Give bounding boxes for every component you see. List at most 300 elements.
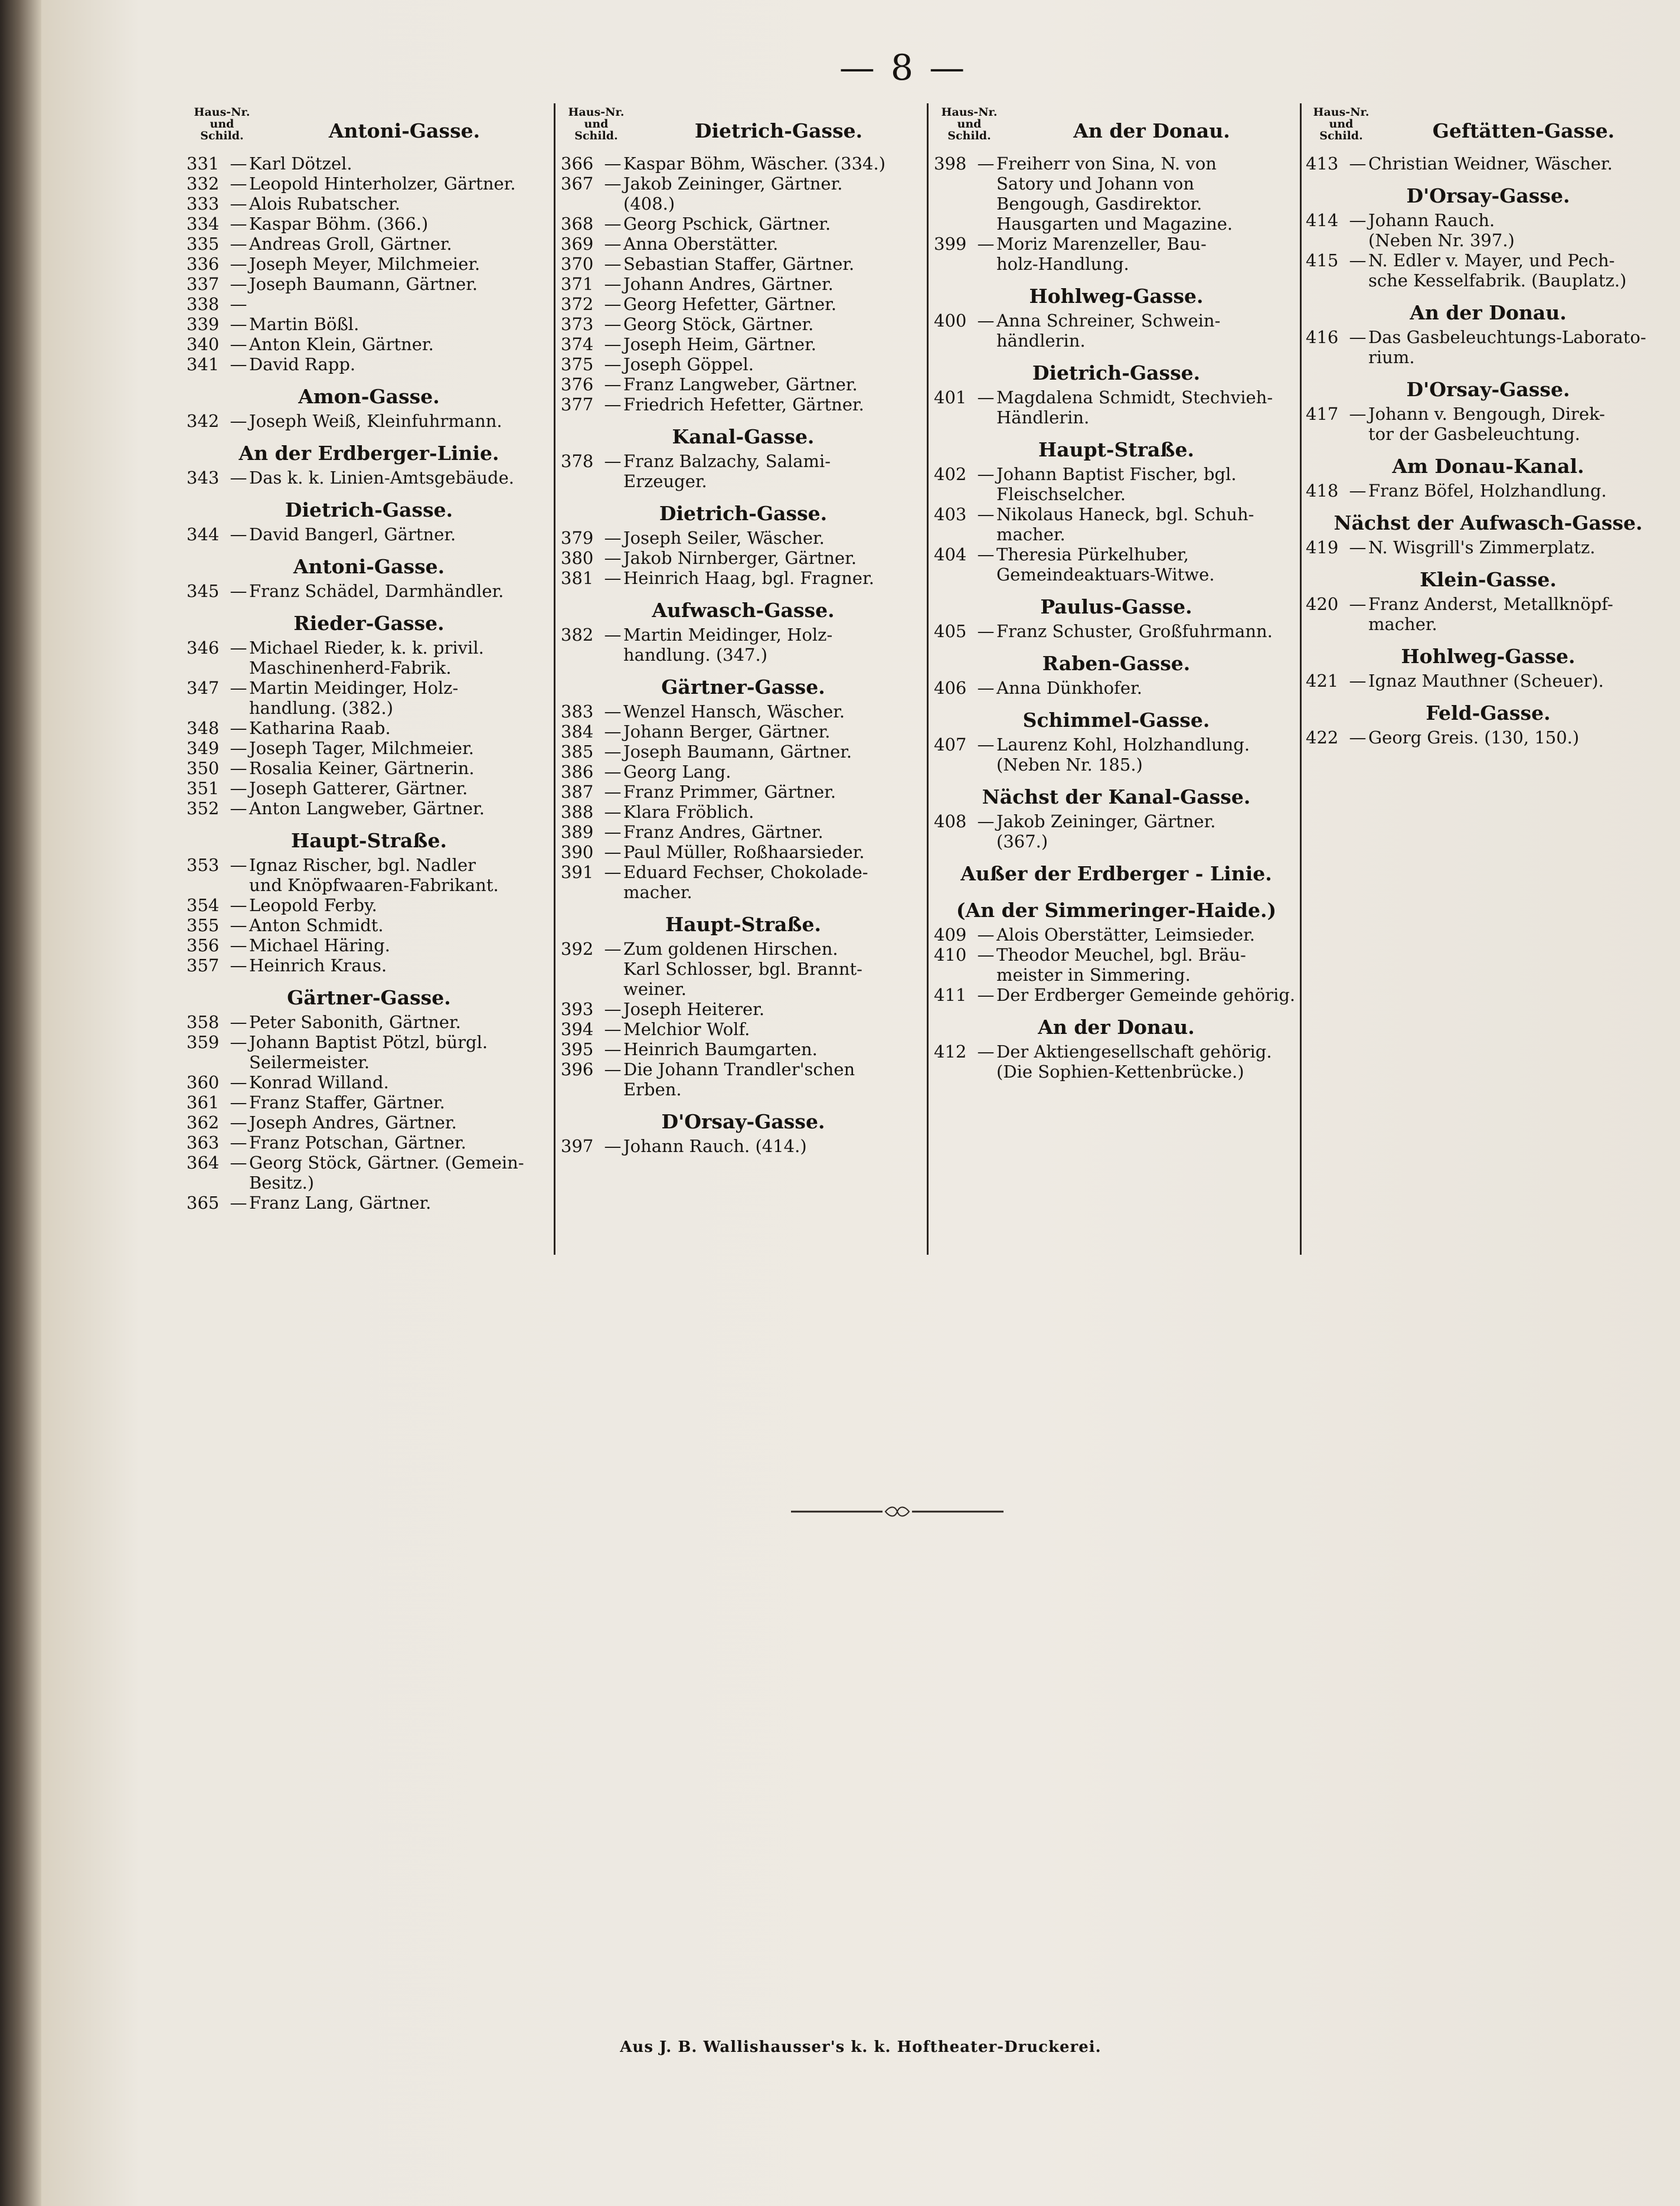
entry-list (934, 311, 1299, 351)
resident-entry: Zum goldenen Hirschen. (623, 939, 838, 959)
list-item (561, 1039, 926, 1059)
list-item (187, 254, 551, 274)
resident-entry: Nikolaus Haneck, bgl. Schuh- (996, 504, 1254, 524)
house-number: 342 (187, 411, 220, 431)
list-item (561, 959, 926, 979)
street-heading: Amon-Gasse. (298, 385, 440, 408)
list-item (934, 678, 1299, 698)
dash-separator: — (230, 935, 247, 955)
dash-separator: — (604, 1019, 622, 1039)
resident-entry: Anna Schreiner, Schwein- (996, 311, 1221, 331)
street-heading: D'Orsay-Gasse. (661, 1110, 825, 1133)
dash-separator: — (230, 1072, 247, 1092)
list-item (561, 294, 926, 314)
dash-separator: — (977, 544, 995, 564)
resident-entry: Anna Dünkhofer. (996, 678, 1142, 698)
resident-entry: Moriz Marenzeller, Bau- (996, 234, 1207, 254)
house-number: 412 (934, 1042, 967, 1062)
house-number: 377 (561, 394, 594, 415)
resident-entry: Die Johann Trandler'schen (623, 1059, 855, 1079)
list-item (934, 254, 1299, 274)
resident-entry: (408.) (623, 194, 675, 214)
entry-list (561, 625, 926, 665)
column-header (561, 106, 926, 154)
dash-separator: — (604, 314, 622, 334)
resident-entry: Der Erdberger Gemeinde gehörig. (996, 985, 1296, 1005)
list-item (561, 862, 926, 882)
list-item (561, 451, 926, 471)
resident-entry: Georg Stöck, Gärtner. (623, 314, 814, 334)
dash-separator: — (230, 524, 247, 544)
list-item (187, 1072, 551, 1092)
house-number-label: Haus-Nr. und Schild. (941, 106, 998, 142)
resident-entry: Freiherr von Sina, N. von (996, 154, 1217, 174)
resident-entry: macher. (1368, 614, 1437, 634)
entry-list (561, 154, 926, 415)
resident-entry: handlung. (347.) (623, 645, 768, 665)
dash-separator: — (230, 234, 247, 254)
entry-list (934, 621, 1299, 641)
house-number: 417 (1306, 404, 1339, 424)
street-heading: Hohlweg-Gasse. (1029, 285, 1204, 308)
resident-entry: Martin Meidinger, Holz- (249, 678, 459, 698)
house-number: 333 (187, 194, 220, 214)
house-number: 406 (934, 678, 967, 698)
resident-entry: Jakob Nirnberger, Gärtner. (623, 548, 857, 568)
street-heading: Hohlweg-Gasse. (1401, 645, 1576, 668)
street-heading: Dietrich-Gasse. (285, 498, 453, 521)
house-number: 388 (561, 802, 594, 822)
dash-separator: — (977, 504, 995, 524)
resident-entry: Franz Andres, Gärtner. (623, 822, 823, 842)
entry-list (561, 939, 926, 1099)
column-divider (554, 103, 555, 1255)
resident-entry: Joseph Andres, Gärtner. (249, 1112, 457, 1133)
house-number: 385 (561, 742, 594, 762)
resident-entry: (Neben Nr. 185.) (996, 755, 1143, 775)
resident-entry: Joseph Heim, Gärtner. (623, 334, 816, 354)
list-item (934, 985, 1299, 1005)
house-number: 337 (187, 274, 220, 294)
resident-entry: Franz Potschan, Gärtner. (249, 1133, 466, 1153)
dash-separator: — (230, 855, 247, 875)
dash-separator: — (604, 274, 622, 294)
house-number: 401 (934, 387, 967, 407)
house-number: 414 (1306, 210, 1339, 230)
house-number: 390 (561, 842, 594, 862)
list-item (561, 334, 926, 354)
house-number: 363 (187, 1133, 220, 1153)
list-item (561, 822, 926, 842)
dash-separator: — (977, 464, 995, 484)
list-item (187, 638, 551, 658)
list-item (187, 468, 551, 488)
dash-separator: — (604, 1059, 622, 1079)
dash-separator: — (230, 214, 247, 234)
house-number: 382 (561, 625, 594, 645)
resident-entry: Seilermeister. (249, 1052, 370, 1072)
list-item (561, 701, 926, 722)
list-item (561, 354, 926, 374)
list-item (187, 174, 551, 194)
dash-separator: — (604, 568, 622, 588)
resident-entry: Der Aktiengesellschaft gehörig. (996, 1042, 1272, 1062)
house-number: 413 (1306, 154, 1339, 174)
list-item (187, 718, 551, 738)
house-number: 416 (1306, 327, 1339, 347)
list-item (1306, 210, 1671, 230)
dash-separator: — (604, 354, 622, 374)
street-heading: Antoni-Gasse. (293, 555, 445, 578)
resident-entry: Georg Hefetter, Gärtner. (623, 294, 837, 314)
dash-separator: — (604, 294, 622, 314)
dash-separator: — (604, 1039, 622, 1059)
list-item (934, 831, 1299, 851)
column-1 (187, 106, 551, 1213)
house-number: 375 (561, 354, 594, 374)
dash-separator: — (230, 678, 247, 698)
list-item (187, 1092, 551, 1112)
entry-list (187, 524, 551, 544)
list-item (561, 528, 926, 548)
dash-separator: — (230, 1193, 247, 1213)
street-heading: Antoni-Gasse. (328, 119, 481, 142)
house-number: 359 (187, 1032, 220, 1052)
house-number-label: Haus-Nr. und Schild. (194, 106, 250, 142)
resident-entry: macher. (996, 524, 1065, 544)
dash-separator: — (604, 625, 622, 645)
house-number: 383 (561, 701, 594, 722)
list-item (187, 1193, 551, 1213)
resident-entry: Friedrich Hefetter, Gärtner. (623, 394, 864, 415)
resident-entry: Fleischselcher. (996, 484, 1126, 504)
resident-entry: Johann Rauch. (414.) (623, 1136, 807, 1156)
list-item (934, 331, 1299, 351)
resident-entry: Franz Lang, Gärtner. (249, 1193, 432, 1213)
resident-entry: Martin Meidinger, Holz- (623, 625, 833, 645)
resident-entry: Joseph Göppel. (623, 354, 754, 374)
dash-separator: — (230, 915, 247, 935)
dash-separator: — (230, 955, 247, 975)
list-item (187, 1032, 551, 1052)
house-number: 368 (561, 214, 594, 234)
house-number: 418 (1306, 481, 1339, 501)
dash-separator: — (604, 528, 622, 548)
house-number: 347 (187, 678, 220, 698)
resident-entry: Georg Greis. (130, 150.) (1368, 727, 1580, 748)
list-item (561, 762, 926, 782)
house-number: 353 (187, 855, 220, 875)
house-number: 341 (187, 354, 220, 374)
dash-separator: — (230, 411, 247, 431)
resident-entry: Rosalia Keiner, Gärtnerin. (249, 758, 475, 778)
street-heading: Haupt-Straße. (1038, 438, 1194, 461)
list-item (561, 568, 926, 588)
column-header (934, 106, 1299, 154)
list-item (934, 154, 1299, 174)
house-number: 386 (561, 762, 594, 782)
house-number: 371 (561, 274, 594, 294)
resident-entry: Heinrich Haag, bgl. Fragner. (623, 568, 874, 588)
list-item (934, 621, 1299, 641)
dash-separator: — (1349, 727, 1367, 748)
list-item (934, 484, 1299, 504)
list-item (934, 387, 1299, 407)
dash-separator: — (604, 1136, 622, 1156)
house-number: 331 (187, 154, 220, 174)
resident-entry: Franz Staffer, Gärtner. (249, 1092, 445, 1112)
house-number: 408 (934, 811, 967, 831)
dash-separator: — (604, 214, 622, 234)
dash-separator: — (230, 638, 247, 658)
dash-separator: — (230, 174, 247, 194)
list-item (561, 274, 926, 294)
house-number: 340 (187, 334, 220, 354)
list-item (561, 882, 926, 902)
resident-entry: Karl Dötzel. (249, 154, 352, 174)
list-item (934, 735, 1299, 755)
house-number: 411 (934, 985, 967, 1005)
list-item (1306, 270, 1671, 291)
dash-separator: — (604, 822, 622, 842)
entry-list (187, 411, 551, 431)
list-item (187, 214, 551, 234)
street-heading: Nächst der Aufwasch-Gasse. (1333, 511, 1643, 534)
resident-entry: Joseph Heiterer. (623, 999, 765, 1019)
column-2 (561, 106, 926, 1156)
street-heading: An der Donau. (1410, 301, 1567, 324)
resident-entry: Händlerin. (996, 407, 1090, 428)
resident-entry: Johann Rauch. (1368, 210, 1495, 230)
list-item (187, 1012, 551, 1032)
list-item (1306, 727, 1671, 748)
list-item (187, 411, 551, 431)
list-item (561, 254, 926, 274)
street-heading: Geftätten-Gasse. (1432, 119, 1615, 142)
street-heading: Gärtner-Gasse. (661, 675, 825, 699)
street-heading: Gärtner-Gasse. (287, 986, 451, 1009)
entry-list (561, 701, 926, 902)
resident-entry: Magdalena Schmidt, Stechvieh- (996, 387, 1273, 407)
entry-list (1306, 671, 1671, 691)
list-item (934, 945, 1299, 965)
list-item (561, 174, 926, 194)
resident-entry: Johann Andres, Gärtner. (623, 274, 834, 294)
dash-separator: — (604, 782, 622, 802)
house-number-label: Haus-Nr. und Schild. (568, 106, 625, 142)
list-item (1306, 154, 1671, 174)
house-number: 389 (561, 822, 594, 842)
house-number: 378 (561, 451, 594, 471)
house-number: 345 (187, 581, 220, 601)
house-number: 395 (561, 1039, 594, 1059)
house-number: 360 (187, 1072, 220, 1092)
house-number: 343 (187, 468, 220, 488)
house-number: 332 (187, 174, 220, 194)
dash-separator: — (604, 999, 622, 1019)
dash-separator: — (1349, 404, 1367, 424)
resident-entry: Joseph Weiß, Kleinfuhrmann. (249, 411, 502, 431)
resident-entry: Erzeuger. (623, 471, 707, 491)
house-number: 421 (1306, 671, 1339, 691)
resident-entry: (367.) (996, 831, 1048, 851)
resident-entry: Peter Sabonith, Gärtner. (249, 1012, 461, 1032)
dash-separator: — (230, 274, 247, 294)
dash-separator: — (230, 1012, 247, 1032)
dash-separator: — (1349, 327, 1367, 347)
house-number: 350 (187, 758, 220, 778)
entry-list (1306, 594, 1671, 634)
column-4 (1306, 106, 1671, 748)
dash-separator: — (604, 374, 622, 394)
dash-separator: — (230, 895, 247, 915)
house-number: 369 (561, 234, 594, 254)
house-number: 387 (561, 782, 594, 802)
list-item (561, 1079, 926, 1099)
house-number: 415 (1306, 250, 1339, 270)
street-heading: Dietrich-Gasse. (694, 119, 863, 142)
resident-entry: tor der Gasbeleuchtung. (1368, 424, 1580, 444)
list-item (187, 875, 551, 895)
dash-separator: — (604, 254, 622, 274)
list-item (934, 1042, 1299, 1062)
ornament-rule-icon (791, 1506, 1004, 1518)
resident-entry: Johann Baptist Fischer, bgl. (996, 464, 1237, 484)
resident-entry: Anna Oberstätter. (623, 234, 779, 254)
resident-entry: Heinrich Baumgarten. (623, 1039, 818, 1059)
list-item (934, 504, 1299, 524)
dash-separator: — (1349, 594, 1367, 614)
street-heading: Klein-Gasse. (1420, 568, 1557, 591)
list-item (187, 1052, 551, 1072)
list-item (934, 214, 1299, 234)
resident-entry: Gemeindeaktuars-Witwe. (996, 564, 1215, 585)
dash-separator: — (604, 334, 622, 354)
resident-entry: Alois Rubatscher. (249, 194, 400, 214)
entry-list (561, 1136, 926, 1156)
street-heading: Paulus-Gasse. (1040, 595, 1192, 618)
list-item (1306, 404, 1671, 424)
dash-separator: — (230, 154, 247, 174)
entry-list (934, 925, 1299, 1005)
dash-separator: — (230, 778, 247, 798)
list-item (187, 955, 551, 975)
list-item (187, 738, 551, 758)
house-number: 379 (561, 528, 594, 548)
house-number: 396 (561, 1059, 594, 1079)
entry-list (934, 387, 1299, 428)
list-item (561, 625, 926, 645)
list-item (561, 548, 926, 568)
resident-entry: Georg Pschick, Gärtner. (623, 214, 831, 234)
resident-entry: Georg Stöck, Gärtner. (Gemein- (249, 1153, 524, 1173)
column-divider (927, 103, 929, 1255)
list-item (561, 1019, 926, 1039)
house-number: 384 (561, 722, 594, 742)
list-item (934, 464, 1299, 484)
house-number: 392 (561, 939, 594, 959)
list-item (934, 1062, 1299, 1082)
house-number: 349 (187, 738, 220, 758)
dash-separator: — (604, 701, 622, 722)
resident-entry: Johann Baptist Pötzl, bürgl. (249, 1032, 488, 1052)
dash-separator: — (977, 311, 995, 331)
house-number: 356 (187, 935, 220, 955)
dash-separator: — (1349, 154, 1367, 174)
list-item (934, 234, 1299, 254)
resident-entry: N. Wisgrill's Zimmerplatz. (1368, 537, 1596, 557)
resident-entry: (Neben Nr. 397.) (1368, 230, 1515, 250)
list-item (187, 935, 551, 955)
resident-entry: Joseph Seiler, Wäscher. (623, 528, 825, 548)
dash-separator: — (604, 862, 622, 882)
list-item (1306, 347, 1671, 367)
house-number: 348 (187, 718, 220, 738)
resident-entry: Wenzel Hansch, Wäscher. (623, 701, 845, 722)
list-item (934, 311, 1299, 331)
resident-entry: Joseph Baumann, Gärtner. (623, 742, 852, 762)
resident-entry: Klara Fröblich. (623, 802, 754, 822)
house-number: 407 (934, 735, 967, 755)
street-heading: Kanal-Gasse. (672, 425, 815, 448)
resident-entry: Hausgarten und Magazine. (996, 214, 1233, 234)
entry-list (934, 735, 1299, 775)
street-heading: An der Donau. (1073, 119, 1230, 142)
dash-separator: — (604, 174, 622, 194)
house-number: 344 (187, 524, 220, 544)
street-heading: D'Orsay-Gasse. (1406, 184, 1570, 207)
resident-entry: Katharina Raab. (249, 718, 391, 738)
resident-entry: Das Gasbeleuchtungs-Laborato- (1368, 327, 1646, 347)
list-item (1306, 327, 1671, 347)
street-heading: Raben-Gasse. (1042, 652, 1191, 675)
list-item (187, 895, 551, 915)
street-heading: Haupt-Straße. (291, 829, 447, 852)
resident-entry: macher. (623, 882, 692, 902)
street-heading: An der Erdberger-Linie. (238, 442, 499, 465)
list-item (934, 194, 1299, 214)
list-item (934, 174, 1299, 194)
resident-entry: Karl Schlosser, bgl. Brannt- (623, 959, 862, 979)
list-item (1306, 424, 1671, 444)
resident-entry: meister in Simmering. (996, 965, 1191, 985)
street-heading: Rieder-Gasse. (293, 612, 444, 635)
house-number: 399 (934, 234, 967, 254)
street-heading: Dietrich-Gasse. (1032, 361, 1201, 384)
resident-entry: Martin Bößl. (249, 314, 359, 334)
resident-entry: Theresia Pürkelhuber, (996, 544, 1189, 564)
street-heading: Nächst der Kanal-Gasse. (982, 785, 1251, 808)
house-number: 372 (561, 294, 594, 314)
house-number: 420 (1306, 594, 1339, 614)
dash-separator: — (977, 735, 995, 755)
dash-separator: — (230, 1092, 247, 1112)
list-item (187, 274, 551, 294)
entry-list (561, 528, 926, 588)
dash-separator: — (230, 718, 247, 738)
dash-separator: — (230, 581, 247, 601)
printer-imprint: Aus J. B. Wallishausser's k. k. Hoftheater-Druckerei. (620, 2038, 1102, 2056)
column-header (187, 106, 551, 154)
resident-entry: (Die Sophien-Kettenbrücke.) (996, 1062, 1244, 1082)
entry-list (934, 464, 1299, 585)
dash-separator: — (230, 468, 247, 488)
list-item (934, 925, 1299, 945)
list-item (187, 758, 551, 778)
dash-separator: — (604, 742, 622, 762)
list-item (561, 214, 926, 234)
dash-separator: — (230, 758, 247, 778)
